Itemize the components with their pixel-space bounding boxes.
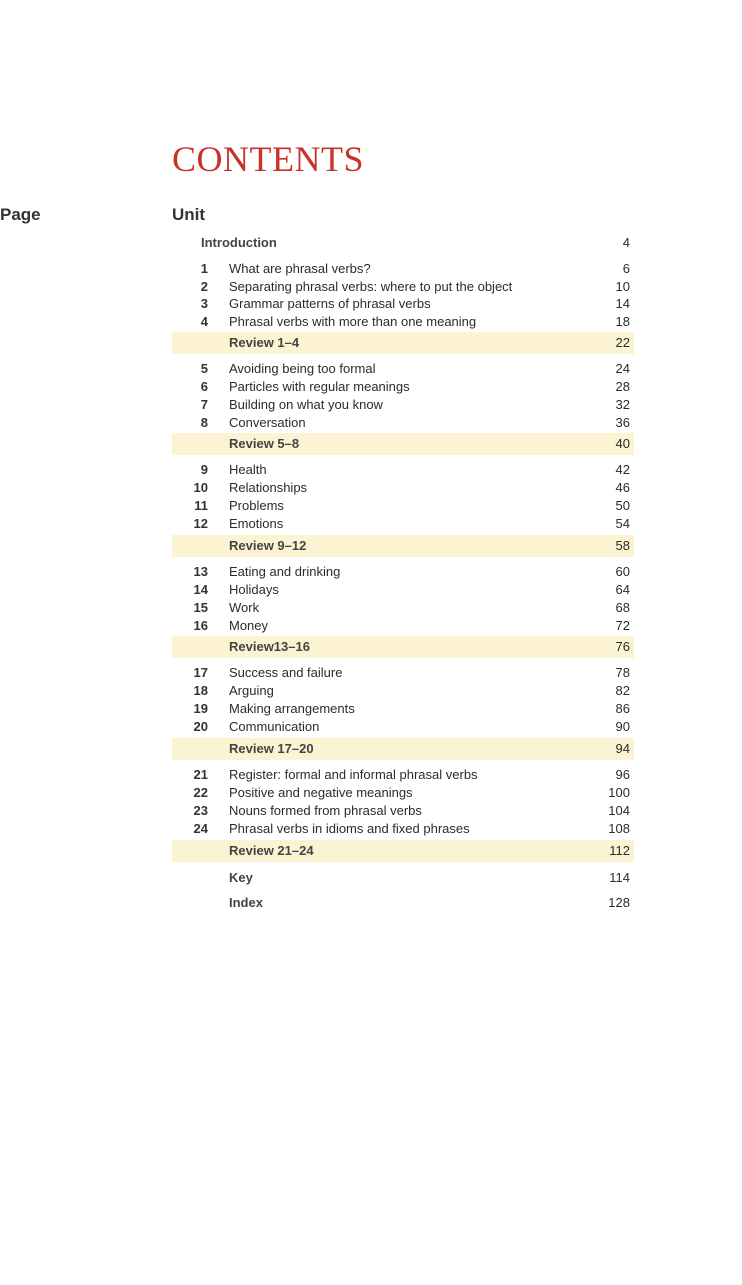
unit-title: Particles with regular meanings xyxy=(229,379,410,394)
unit-title: Phrasal verbs with more than one meaning xyxy=(229,314,477,329)
unit-column-header: Unit xyxy=(172,205,206,224)
unit-title: Problems xyxy=(229,498,284,513)
toc-unit-row[interactable] xyxy=(172,313,634,331)
unit-number: 19 xyxy=(193,701,208,716)
toc-introduction[interactable] xyxy=(172,234,634,252)
toc-review-row[interactable] xyxy=(172,332,634,354)
unit-title: Positive and negative meanings xyxy=(229,785,413,800)
unit-page: 14 xyxy=(615,296,630,311)
unit-title: Health xyxy=(229,462,267,477)
toc-review-row[interactable] xyxy=(172,738,634,760)
unit-number: 18 xyxy=(193,683,208,698)
unit-page: 10 xyxy=(615,279,630,294)
unit-title: Grammar patterns of phrasal verbs xyxy=(229,296,431,311)
unit-number: 9 xyxy=(200,462,208,477)
toc-entry-page: 114 xyxy=(609,870,630,885)
review-title: Review 9–12 xyxy=(229,538,307,553)
unit-page: 82 xyxy=(615,683,630,698)
unit-title: Success and failure xyxy=(229,665,343,680)
review-page: 22 xyxy=(615,335,630,350)
unit-title: Making arrangements xyxy=(229,701,355,716)
toc-unit-row[interactable] xyxy=(172,461,634,479)
unit-number: 17 xyxy=(193,665,208,680)
toc-unit-row[interactable] xyxy=(172,766,634,784)
unit-page: 90 xyxy=(615,719,630,734)
unit-number: 22 xyxy=(193,785,208,800)
toc-unit-row[interactable] xyxy=(172,515,634,533)
unit-page: 68 xyxy=(615,600,630,615)
page-title: CONTENTS xyxy=(172,139,364,179)
unit-title: What are phrasal verbs? xyxy=(229,261,371,276)
unit-number: 13 xyxy=(193,564,208,579)
unit-title: Phrasal verbs in idioms and fixed phrases xyxy=(229,821,470,836)
unit-number: 20 xyxy=(193,719,208,734)
unit-number: 2 xyxy=(200,279,208,294)
unit-page: 64 xyxy=(615,582,630,597)
toc-unit-row[interactable] xyxy=(172,278,634,296)
unit-page: 100 xyxy=(608,785,630,800)
unit-number: 24 xyxy=(193,821,208,836)
toc-unit-row[interactable] xyxy=(172,563,634,581)
unit-number: 16 xyxy=(193,618,208,633)
unit-page: 32 xyxy=(615,397,630,412)
unit-page: 18 xyxy=(615,314,630,329)
unit-page: 60 xyxy=(615,564,630,579)
toc-entry-page: 128 xyxy=(608,895,630,910)
toc-unit-row[interactable] xyxy=(172,820,634,838)
unit-number: 7 xyxy=(200,397,208,412)
toc-unit-row[interactable] xyxy=(172,497,634,515)
toc-unit-row[interactable] xyxy=(172,700,634,718)
unit-page: 72 xyxy=(615,618,630,633)
unit-page: 42 xyxy=(615,462,630,477)
unit-page: 96 xyxy=(615,767,630,782)
unit-number: 6 xyxy=(200,379,208,394)
page-column-header: Page xyxy=(0,205,41,224)
review-title: Review 21–24 xyxy=(229,843,314,858)
unit-number: 1 xyxy=(200,261,208,276)
toc-unit-row[interactable] xyxy=(172,718,634,736)
unit-number: 8 xyxy=(200,415,208,430)
unit-title: Conversation xyxy=(229,415,306,430)
review-page: 58 xyxy=(615,538,630,553)
toc-unit-row[interactable] xyxy=(172,581,634,599)
toc-entry-label: Index xyxy=(229,895,263,910)
toc-unit-row[interactable] xyxy=(172,599,634,617)
review-page: 40 xyxy=(615,436,630,451)
unit-title: Work xyxy=(229,600,260,615)
unit-title: Avoiding being too formal xyxy=(229,361,376,376)
toc-unit-row[interactable] xyxy=(172,396,634,414)
unit-title: Money xyxy=(229,618,269,633)
unit-page: 50 xyxy=(615,498,630,513)
toc-entry-label: Key xyxy=(229,870,253,885)
unit-title: Relationships xyxy=(229,480,308,495)
unit-page: 36 xyxy=(615,415,630,430)
toc-entry-page: 4 xyxy=(622,235,630,250)
toc-unit-row[interactable] xyxy=(172,378,634,396)
toc-review-row[interactable] xyxy=(172,433,634,455)
toc-unit-row[interactable] xyxy=(172,260,634,278)
review-page: 76 xyxy=(615,639,630,654)
review-title: Review 17–20 xyxy=(229,741,314,756)
unit-number: 21 xyxy=(193,767,208,782)
unit-number: 15 xyxy=(193,600,208,615)
unit-title: Nouns formed from phrasal verbs xyxy=(229,803,422,818)
unit-page: 54 xyxy=(615,516,630,531)
unit-title: Communication xyxy=(229,719,320,734)
unit-title: Register: formal and informal phrasal verbs xyxy=(229,767,478,782)
unit-page: 6 xyxy=(622,261,630,276)
unit-number: 11 xyxy=(194,498,208,513)
unit-page: 78 xyxy=(615,665,630,680)
unit-page: 24 xyxy=(615,361,630,376)
unit-page: 104 xyxy=(608,803,630,818)
toc-unit-row[interactable] xyxy=(172,479,634,497)
unit-number: 12 xyxy=(193,516,208,531)
toc-entry-label: Introduction xyxy=(201,235,277,250)
toc-unit-row[interactable] xyxy=(172,802,634,820)
unit-page: 108 xyxy=(608,821,630,836)
unit-title: Separating phrasal verbs: where to put the object xyxy=(229,279,513,294)
unit-number: 5 xyxy=(200,361,208,376)
toc-unit-row[interactable] xyxy=(172,295,634,313)
toc-unit-row[interactable] xyxy=(172,682,634,700)
review-title: Review 1–4 xyxy=(229,335,300,350)
toc-unit-row[interactable] xyxy=(172,617,634,635)
toc-review-row[interactable] xyxy=(172,636,634,658)
unit-title: Holidays xyxy=(229,582,279,597)
unit-page: 46 xyxy=(615,480,630,495)
unit-title: Eating and drinking xyxy=(229,564,341,579)
toc-index-row[interactable] xyxy=(172,894,634,912)
review-title: Review13–16 xyxy=(229,639,310,654)
unit-number: 4 xyxy=(200,314,208,329)
review-title: Review 5–8 xyxy=(229,436,300,451)
unit-number: 23 xyxy=(193,803,208,818)
toc-unit-row[interactable] xyxy=(172,360,634,378)
review-page: 94 xyxy=(615,741,630,756)
unit-number: 10 xyxy=(193,480,208,495)
toc-unit-row[interactable] xyxy=(172,414,634,432)
toc-review-row[interactable] xyxy=(172,840,634,862)
unit-page: 28 xyxy=(615,379,630,394)
unit-number: 3 xyxy=(200,296,208,311)
unit-title: Arguing xyxy=(229,683,274,698)
toc-key-row[interactable] xyxy=(172,869,634,887)
toc-unit-row[interactable] xyxy=(172,664,634,682)
unit-title: Building on what you know xyxy=(229,397,383,412)
unit-page: 86 xyxy=(615,701,630,716)
toc-review-row[interactable] xyxy=(172,535,634,557)
unit-title: Emotions xyxy=(229,516,284,531)
toc-unit-row[interactable] xyxy=(172,784,634,802)
review-page: 112 xyxy=(609,843,630,858)
unit-number: 14 xyxy=(193,582,208,597)
